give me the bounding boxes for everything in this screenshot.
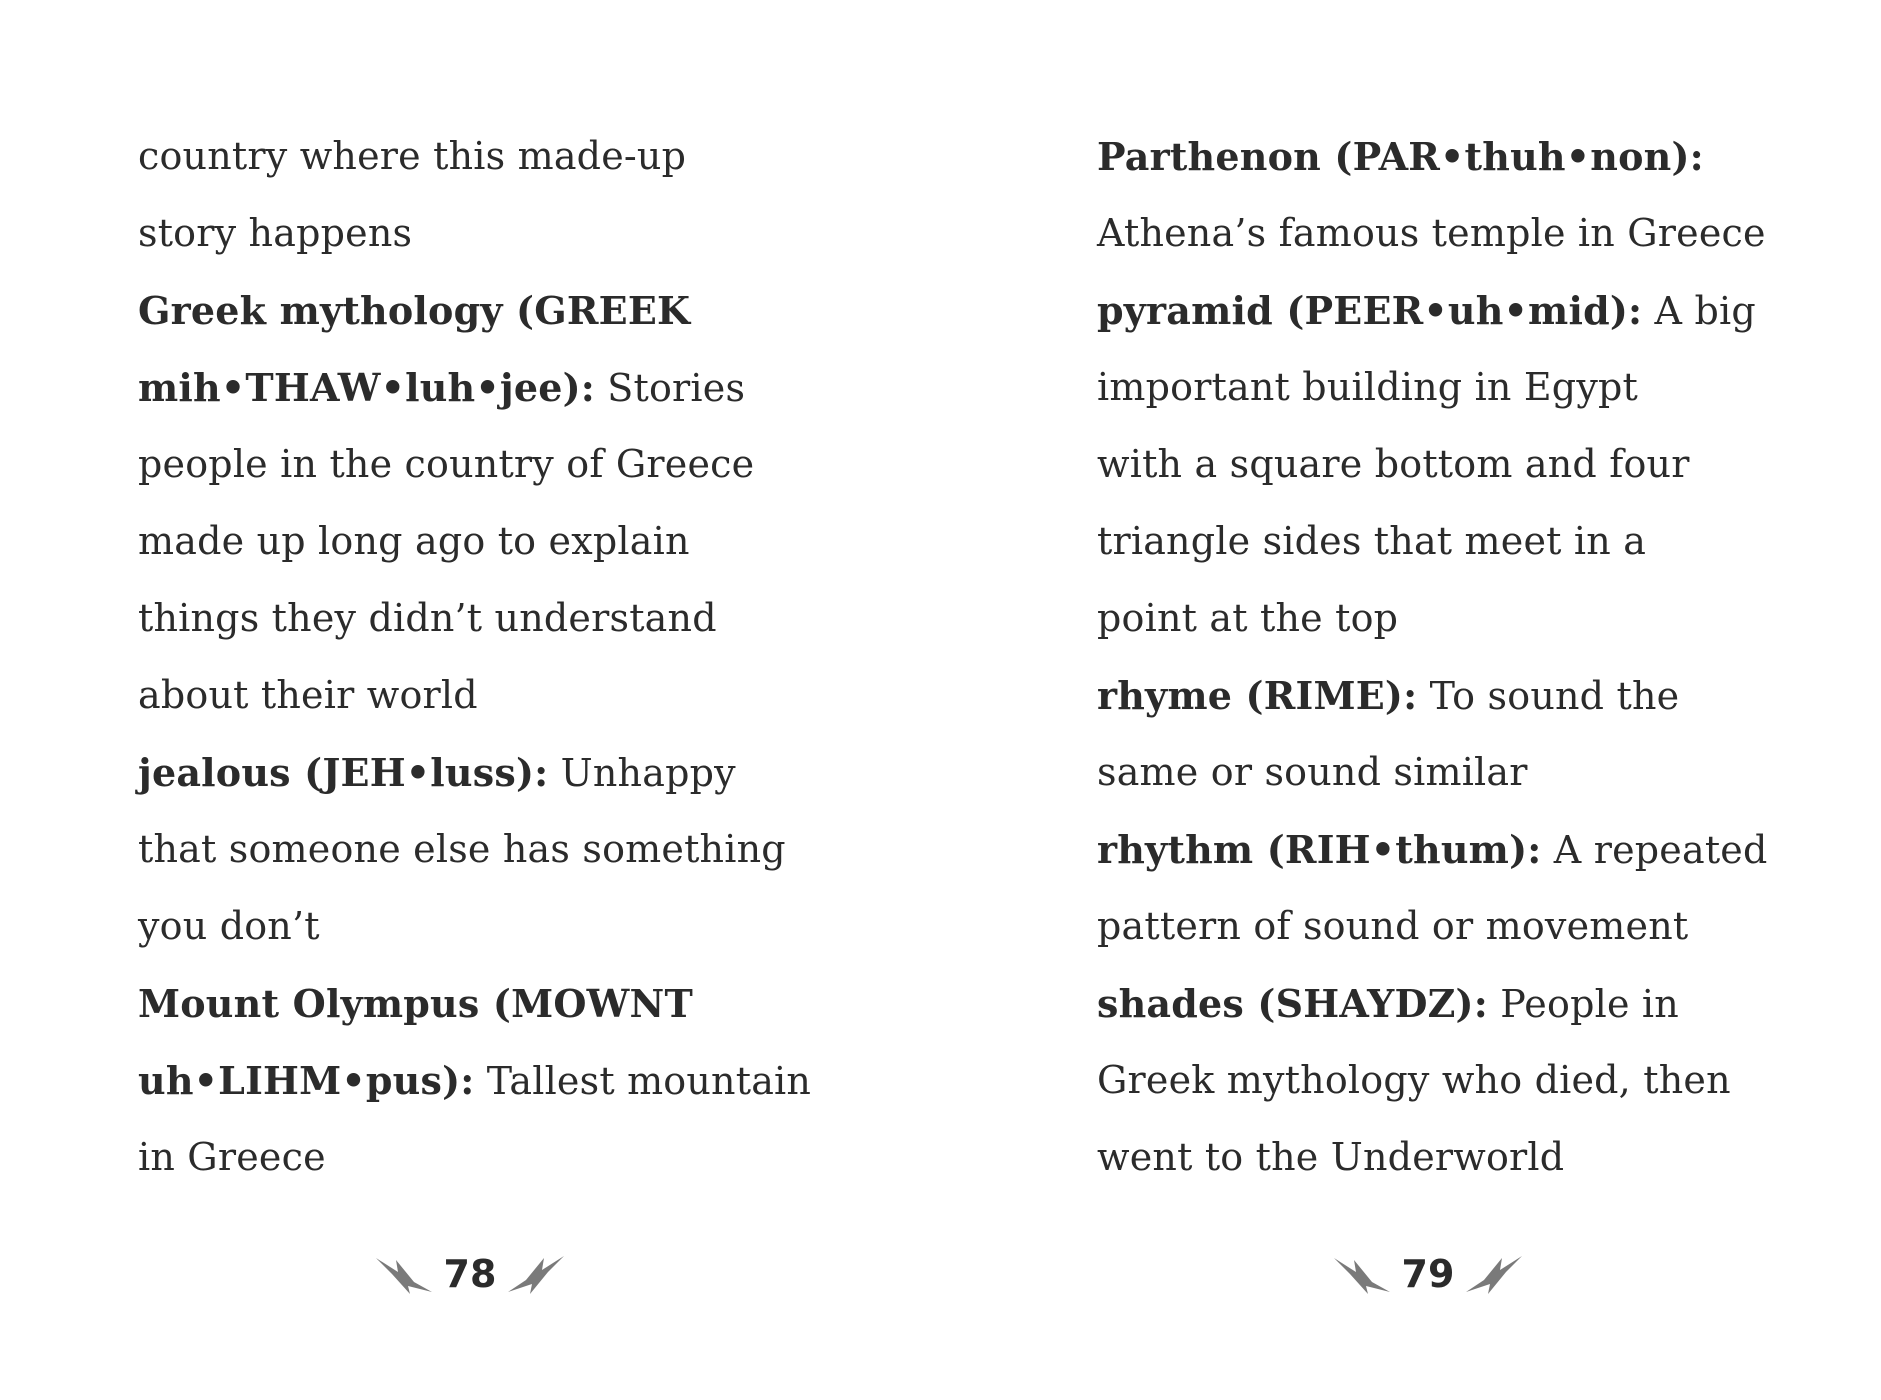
glossary-definition: story happens <box>138 211 413 255</box>
glossary-definition: Unhappy <box>548 751 736 795</box>
glossary-term: pyramid (PEER•uh•mid): <box>1097 288 1643 333</box>
glossary-term: Parthenon (PAR•thuh•non): <box>1097 134 1704 179</box>
glossary-line <box>1097 503 1857 580</box>
left-page-footer <box>340 1244 600 1304</box>
glossary-line <box>138 580 938 657</box>
glossary-line <box>1097 888 1857 965</box>
glossary-line <box>1097 811 1857 888</box>
glossary-definition: pattern of sound or movement <box>1097 904 1689 948</box>
glossary-line <box>138 888 938 965</box>
glossary-line <box>138 349 938 426</box>
glossary-definition: Stories <box>594 366 746 410</box>
glossary-line <box>1097 657 1857 734</box>
glossary-term: rhyme (RIME): <box>1097 673 1418 718</box>
glossary-definition: Greek mythology who died, then <box>1097 1058 1731 1102</box>
right-page-footer <box>1298 1244 1558 1304</box>
glossary-line <box>1097 426 1857 503</box>
glossary-line <box>1097 965 1857 1042</box>
glossary-line <box>1097 118 1857 195</box>
glossary-line <box>138 965 938 1042</box>
glossary-definition: Tallest mountain <box>474 1059 812 1103</box>
glossary-line <box>138 195 938 272</box>
lightning-bolt-icon <box>1464 1252 1524 1296</box>
glossary-line <box>138 272 938 349</box>
glossary-definition: To sound the <box>1417 674 1680 718</box>
glossary-definition: A repeated <box>1541 828 1768 872</box>
page-number: 79 <box>1401 1252 1455 1296</box>
glossary-definition: country where this made-up <box>138 134 687 178</box>
glossary-definition: point at the top <box>1097 596 1399 640</box>
glossary-line <box>1097 272 1857 349</box>
glossary-term: jealous (JEH•luss): <box>138 750 549 795</box>
glossary-line <box>138 734 938 811</box>
glossary-definition: in Greece <box>138 1135 326 1179</box>
glossary-term: Greek mythology (GREEK <box>138 288 691 333</box>
glossary-line <box>1097 349 1857 426</box>
glossary-line <box>138 503 938 580</box>
glossary-definition: with a square bottom and four <box>1097 442 1690 486</box>
page-number: 78 <box>443 1252 497 1296</box>
glossary-definition: about their world <box>138 673 478 717</box>
glossary-term: mih•THAW•luh•jee): <box>138 365 595 410</box>
glossary-line <box>138 811 938 888</box>
glossary-line <box>138 1042 938 1119</box>
glossary-definition: made up long ago to explain <box>138 519 690 563</box>
glossary-line <box>1097 734 1857 811</box>
glossary-term: uh•LIHM•pus): <box>138 1058 475 1103</box>
glossary-definition: important building in Egypt <box>1097 365 1638 409</box>
glossary-definition: that someone else has something <box>138 827 786 871</box>
glossary-definition: people in the country of Greece <box>138 442 755 486</box>
glossary-definition: you don’t <box>138 904 320 948</box>
glossary-definition: Athena’s famous temple in Greece <box>1097 211 1766 255</box>
glossary-term: shades (SHAYDZ): <box>1097 981 1488 1026</box>
lightning-bolt-icon <box>1332 1252 1392 1296</box>
glossary-definition: went to the Underworld <box>1097 1135 1565 1179</box>
glossary-line <box>138 1119 938 1196</box>
glossary-term: rhythm (RIH•thum): <box>1097 827 1542 872</box>
glossary-definition: same or sound similar <box>1097 750 1528 794</box>
glossary-term: Mount Olympus (MOWNT <box>138 981 693 1026</box>
glossary-line <box>138 657 938 734</box>
glossary-line <box>1097 1042 1857 1119</box>
glossary-line <box>138 426 938 503</box>
glossary-line <box>138 118 938 195</box>
glossary-definition: things they didn’t understand <box>138 596 717 640</box>
left-page-glossary <box>138 118 938 1196</box>
glossary-line <box>1097 580 1857 657</box>
lightning-bolt-icon <box>506 1252 566 1296</box>
glossary-line <box>1097 195 1857 272</box>
glossary-definition: triangle sides that meet in a <box>1097 519 1647 563</box>
glossary-line <box>1097 1119 1857 1196</box>
glossary-definition: A big <box>1642 289 1756 333</box>
glossary-definition: People in <box>1487 982 1679 1026</box>
right-page-glossary <box>1097 118 1857 1196</box>
lightning-bolt-icon <box>374 1252 434 1296</box>
